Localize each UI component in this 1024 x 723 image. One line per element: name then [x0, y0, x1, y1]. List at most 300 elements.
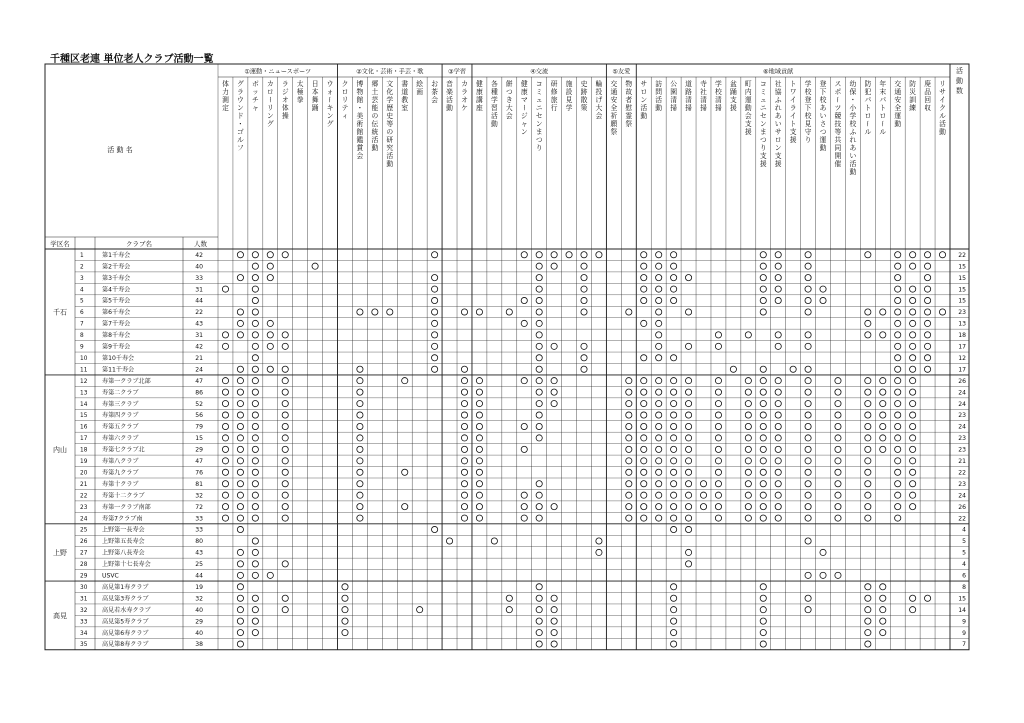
activity-name: ニ [759, 104, 767, 112]
activity-count: 18 [958, 332, 966, 340]
activity-count: 23 [958, 309, 966, 317]
activity-name: 操 [281, 112, 289, 120]
activity-mark [924, 309, 930, 315]
activity-mark [895, 297, 901, 303]
activity-mark [476, 400, 482, 406]
activity-mark [357, 435, 363, 441]
activity-name: ロ [341, 88, 349, 96]
activity-count: 6 [962, 572, 966, 580]
activity-name: い [774, 120, 782, 128]
activity-mark [745, 469, 751, 475]
activity-mark [461, 400, 467, 406]
activity-mark [760, 366, 766, 372]
activity-mark [536, 629, 542, 635]
activity-mark [895, 252, 901, 258]
activity-name: 動 [371, 144, 379, 152]
activity-name: 美 [356, 112, 364, 120]
activity-mark [402, 469, 408, 475]
activity-name: 動 [655, 104, 663, 112]
activity-mark [685, 561, 691, 567]
activity-mark [641, 286, 647, 292]
activity-mark [357, 446, 363, 452]
activity-count: 24 [958, 400, 966, 408]
activity-name: フ [237, 144, 244, 152]
club-members: 79 [195, 423, 203, 431]
club-members: 24 [195, 366, 203, 374]
activity-mark [760, 378, 766, 384]
activity-mark [895, 366, 901, 372]
activity-name: カ [461, 80, 468, 88]
activity-mark [805, 378, 811, 384]
club-members: 72 [195, 503, 203, 511]
activity-name: サ [939, 88, 946, 96]
activity-mark [222, 435, 228, 441]
activity-mark [626, 400, 632, 406]
activity-mark [252, 446, 258, 452]
club-name: 上野第五長寿会 [102, 538, 145, 546]
activity-mark [641, 504, 647, 510]
activity-mark [805, 492, 811, 498]
activity-name: れ [774, 104, 782, 112]
activity-mark [267, 320, 273, 326]
activity-mark [880, 607, 886, 613]
activity-mark [282, 481, 288, 487]
activity-name: お [431, 80, 439, 88]
club-members: 29 [195, 446, 203, 454]
activity-mark [536, 400, 542, 406]
activity-mark [924, 297, 930, 303]
activity-name: コ [759, 80, 767, 88]
activity-mark [626, 412, 632, 418]
club-members: 29 [195, 618, 203, 626]
activity-mark [671, 458, 677, 464]
activity-name: ラ [461, 88, 468, 96]
activity-mark [805, 515, 811, 521]
activity-mark [656, 469, 662, 475]
activity-name: イ [789, 96, 797, 104]
activity-mark [805, 412, 811, 418]
club-name: 高見第5寿クラブ [102, 618, 149, 626]
club-no: 19 [80, 459, 88, 466]
club-members: 42 [195, 343, 203, 351]
activity-name: 物 [625, 80, 633, 88]
club-members: 47 [195, 458, 203, 466]
activity-name: 健 [476, 80, 483, 88]
club-name: 寿第八クラブ [102, 458, 139, 466]
activity-name: ボ [251, 80, 259, 88]
count-col-header: 活 [956, 67, 963, 75]
activity-mark [252, 469, 258, 475]
activity-mark [222, 389, 228, 395]
activity-mark [551, 343, 557, 349]
activity-mark [805, 286, 811, 292]
district-col-header: 学区名 [50, 240, 70, 248]
activity-mark [551, 629, 557, 635]
activity-name: 会 [744, 112, 752, 120]
activity-name: ン [774, 144, 782, 152]
club-no: 7 [80, 321, 84, 328]
activity-mark [910, 343, 916, 349]
activity-name: 通 [610, 88, 618, 96]
club-name: 第6千寿会 [102, 309, 131, 317]
activity-mark [775, 469, 781, 475]
activity-name: 習 [490, 104, 498, 112]
activity-mark [432, 286, 438, 292]
activity-mark [417, 607, 423, 613]
activity-mark [671, 263, 677, 269]
activity-mark [805, 504, 811, 510]
activity-name: 支 [774, 152, 782, 160]
activity-mark [641, 515, 647, 521]
activity-mark [760, 504, 766, 510]
activity-mark [626, 389, 632, 395]
activity-mark [252, 343, 258, 349]
activity-mark [671, 446, 677, 452]
activity-mark [476, 309, 482, 315]
activity-name: リ [341, 96, 349, 104]
activity-mark [805, 446, 811, 452]
activity-mark [536, 618, 542, 624]
activity-mark [342, 629, 348, 635]
activity-mark [252, 629, 258, 635]
activity-mark [924, 286, 930, 292]
club-members: 52 [195, 400, 203, 408]
activity-mark [596, 252, 602, 258]
activity-mark [222, 412, 228, 418]
activity-mark [775, 515, 781, 521]
activity-mark [461, 378, 467, 384]
activity-name: ジ [281, 88, 289, 96]
activity-mark [805, 435, 811, 441]
activity-mark [760, 458, 766, 464]
activity-mark [910, 458, 916, 464]
activity-name: 幼 [849, 80, 857, 88]
activity-mark [910, 607, 916, 613]
activity-mark [910, 400, 916, 406]
activity-mark [715, 515, 721, 521]
club-name: 寿第7クラブ南 [102, 515, 143, 523]
activity-name: 廃 [924, 80, 931, 88]
activity-mark [805, 343, 811, 349]
activity-mark [865, 607, 871, 613]
activity-mark [641, 469, 647, 475]
club-no: 20 [80, 470, 88, 477]
activity-name: 災 [909, 88, 917, 96]
club-name: 寿第一クラブ南部 [102, 503, 151, 511]
club-name: 寿第七クラブ北 [102, 446, 145, 454]
activity-mark [895, 458, 901, 464]
activity-name: 旅 [550, 96, 558, 104]
club-no: 1 [80, 252, 84, 259]
activity-name: 清 [670, 96, 678, 104]
activity-name: 防 [909, 80, 917, 88]
club-members: 19 [195, 583, 203, 591]
activity-mark [252, 423, 258, 429]
activity-name: 会 [595, 112, 603, 120]
club-no: 29 [80, 573, 88, 580]
activity-name: 活 [640, 104, 648, 112]
activity-name: 防 [864, 80, 872, 88]
activity-mark [282, 423, 288, 429]
activity-mark [641, 400, 647, 406]
club-no: 16 [80, 424, 88, 431]
club-members: 38 [195, 641, 203, 649]
activity-name: パ [864, 96, 872, 104]
activity-mark [252, 275, 258, 281]
activity-name: 等 [386, 120, 394, 128]
activity-mark [924, 355, 930, 361]
activity-mark [895, 275, 901, 281]
activity-count: 26 [958, 503, 966, 511]
activity-mark [656, 355, 662, 361]
activity-name: 健 [520, 80, 528, 88]
activity-mark [685, 378, 691, 384]
activity-mark [924, 343, 930, 349]
activity-mark [835, 458, 841, 464]
club-no: 27 [80, 550, 88, 557]
activity-mark [775, 504, 781, 510]
activity-name: さ [819, 120, 827, 128]
activity-name: 研 [386, 136, 394, 144]
activity-count: 13 [958, 320, 966, 328]
activity-mark [237, 309, 243, 315]
activity-mark [551, 595, 557, 601]
activity-mark [924, 252, 930, 258]
activity-mark [685, 481, 691, 487]
activity-mark [282, 435, 288, 441]
activity-name: 祭 [625, 120, 633, 128]
activity-name: 安 [610, 96, 618, 104]
activity-name: 援 [744, 128, 752, 136]
activity-name: れ [849, 136, 857, 144]
activity-mark [536, 595, 542, 601]
activity-mark [805, 595, 811, 601]
activity-name: 催 [834, 160, 842, 168]
activity-count: 23 [958, 412, 966, 420]
activity-name: ニ [535, 104, 543, 112]
activity-mark [282, 343, 288, 349]
activity-mark [895, 389, 901, 395]
activity-name: コ [535, 80, 543, 88]
club-name: 上野第一長寿会 [102, 526, 145, 534]
activity-mark [910, 297, 916, 303]
activity-mark [536, 607, 542, 613]
activity-mark [641, 252, 647, 258]
activity-mark [432, 366, 438, 372]
club-no: 22 [80, 493, 88, 500]
activity-mark [805, 400, 811, 406]
activity-mark [760, 435, 766, 441]
activity-mark [536, 286, 542, 292]
activity-name: 慰 [625, 104, 633, 112]
activity-name: ャ [520, 120, 528, 128]
activity-mark [685, 458, 691, 464]
activity-name: 者 [625, 96, 633, 104]
activity-name: 協 [774, 88, 782, 96]
club-name: 寿第二クラブ [102, 389, 139, 397]
activity-name: 舞 [311, 96, 319, 104]
activity-mark [641, 297, 647, 303]
activity-mark [237, 572, 243, 578]
activity-name: 史 [386, 112, 394, 120]
club-no: 6 [80, 310, 84, 317]
activity-mark [805, 389, 811, 395]
activity-mark [237, 618, 243, 624]
activity-mark [790, 366, 796, 372]
activity-name: 通 [894, 88, 902, 96]
club-members: 31 [195, 332, 203, 340]
activity-name: ロ [774, 136, 782, 144]
activity-mark [865, 618, 871, 624]
count-col-header: 動 [956, 77, 963, 85]
activity-name: ォ [326, 88, 334, 96]
activity-mark [596, 549, 602, 555]
activity-name: 音 [446, 80, 453, 88]
activity-mark [656, 389, 662, 395]
activity-name: ま [535, 128, 543, 136]
activity-mark [910, 332, 916, 338]
activity-mark [865, 252, 871, 258]
activity-mark [282, 446, 288, 452]
activity-name: り [535, 144, 543, 152]
club-no: 23 [80, 504, 88, 511]
activity-count: 23 [958, 446, 966, 454]
activity-mark [521, 492, 527, 498]
activity-mark [835, 446, 841, 452]
activity-count: 5 [962, 538, 966, 546]
activity-mark [252, 538, 258, 544]
activity-mark [671, 481, 677, 487]
activity-mark [267, 252, 273, 258]
activity-name: 修 [550, 88, 558, 96]
activity-mark [760, 607, 766, 613]
activity-name: 輪 [595, 80, 603, 88]
activity-mark [252, 549, 258, 555]
activity-mark [671, 412, 677, 418]
activity-mark [282, 400, 288, 406]
activity-name: 座 [476, 104, 483, 112]
activity-mark [775, 275, 781, 281]
activity-name: ト [789, 80, 797, 88]
activity-name: 学 [804, 80, 812, 88]
activity-name: 力 [222, 88, 229, 96]
activity-mark [252, 561, 258, 567]
activity-name: 動 [490, 120, 498, 128]
activity-name: 学 [715, 80, 722, 88]
activity-mark [880, 389, 886, 395]
club-name: 寿第一クラブ北部 [102, 377, 151, 385]
activity-name: 踊 [311, 104, 319, 112]
activity-mark [865, 378, 871, 384]
activity-name: 館 [356, 96, 364, 104]
activity-name: 各 [490, 80, 498, 88]
activity-name: 清 [700, 96, 707, 104]
activity-name: グ [237, 80, 244, 88]
activity-mark [895, 504, 901, 510]
activity-mark [775, 378, 781, 384]
activity-mark [252, 355, 258, 361]
activity-mark [671, 275, 677, 281]
activity-mark [865, 435, 871, 441]
club-no: 12 [80, 378, 88, 385]
activity-mark [924, 320, 930, 326]
activity-mark [222, 515, 228, 521]
activity-name: パ [879, 96, 887, 104]
activity-mark [432, 332, 438, 338]
activity-name: 祭 [610, 128, 618, 136]
activity-name: ー [878, 120, 887, 127]
activity-name: 会 [505, 112, 513, 120]
activity-mark [671, 355, 677, 361]
activity-count: 15 [958, 274, 966, 282]
activity-name: ト [789, 120, 797, 128]
activity-mark [252, 389, 258, 395]
activity-count: 22 [958, 469, 966, 477]
activity-mark [671, 286, 677, 292]
activity-mark [372, 309, 378, 315]
activity-mark [536, 423, 542, 429]
activity-mark [237, 492, 243, 498]
activity-mark [835, 469, 841, 475]
activity-name: 援 [774, 160, 782, 168]
activity-mark [432, 297, 438, 303]
activity-mark [835, 492, 841, 498]
activity-mark [626, 378, 632, 384]
activity-name: 小 [849, 104, 857, 112]
activity-name: 清 [685, 96, 692, 104]
activity-mark [222, 504, 228, 510]
activity-name: グ [266, 120, 274, 128]
activity-mark [895, 515, 901, 521]
activity-count: 5 [962, 549, 966, 557]
activity-name: ポ [834, 88, 842, 96]
activity-count: 8 [962, 583, 966, 591]
activity-mark [581, 309, 587, 315]
activity-name: 開 [834, 152, 842, 160]
activity-mark [237, 526, 243, 532]
activity-mark [476, 492, 482, 498]
activity-mark [432, 355, 438, 361]
activity-mark [910, 492, 916, 498]
activity-name: 書 [401, 80, 409, 88]
activity-mark [252, 481, 258, 487]
activity-mark [581, 252, 587, 258]
activity-mark [521, 378, 527, 384]
activity-mark [745, 389, 751, 395]
activity-name: 見 [565, 96, 573, 104]
activity-name: 測 [222, 96, 229, 104]
activity-mark [237, 378, 243, 384]
activity-mark [521, 252, 527, 258]
activity-mark [432, 526, 438, 532]
activity-name: オ [281, 96, 289, 104]
activity-name-label: 活 動 名 [107, 146, 133, 154]
activity-mark [775, 492, 781, 498]
activity-count: 15 [958, 297, 966, 305]
activity-mark [671, 400, 677, 406]
activity-mark [671, 297, 677, 303]
activity-name: 鑑 [356, 136, 364, 144]
activity-name: 歴 [386, 104, 394, 112]
activity-mark [536, 492, 542, 498]
activity-mark [237, 320, 243, 326]
activity-name: つ [505, 88, 513, 96]
activity-name: 学 [849, 112, 857, 120]
activity-mark [865, 584, 871, 590]
activity-mark [895, 412, 901, 418]
activity-name: 活 [849, 160, 857, 168]
activity-mark [282, 458, 288, 464]
